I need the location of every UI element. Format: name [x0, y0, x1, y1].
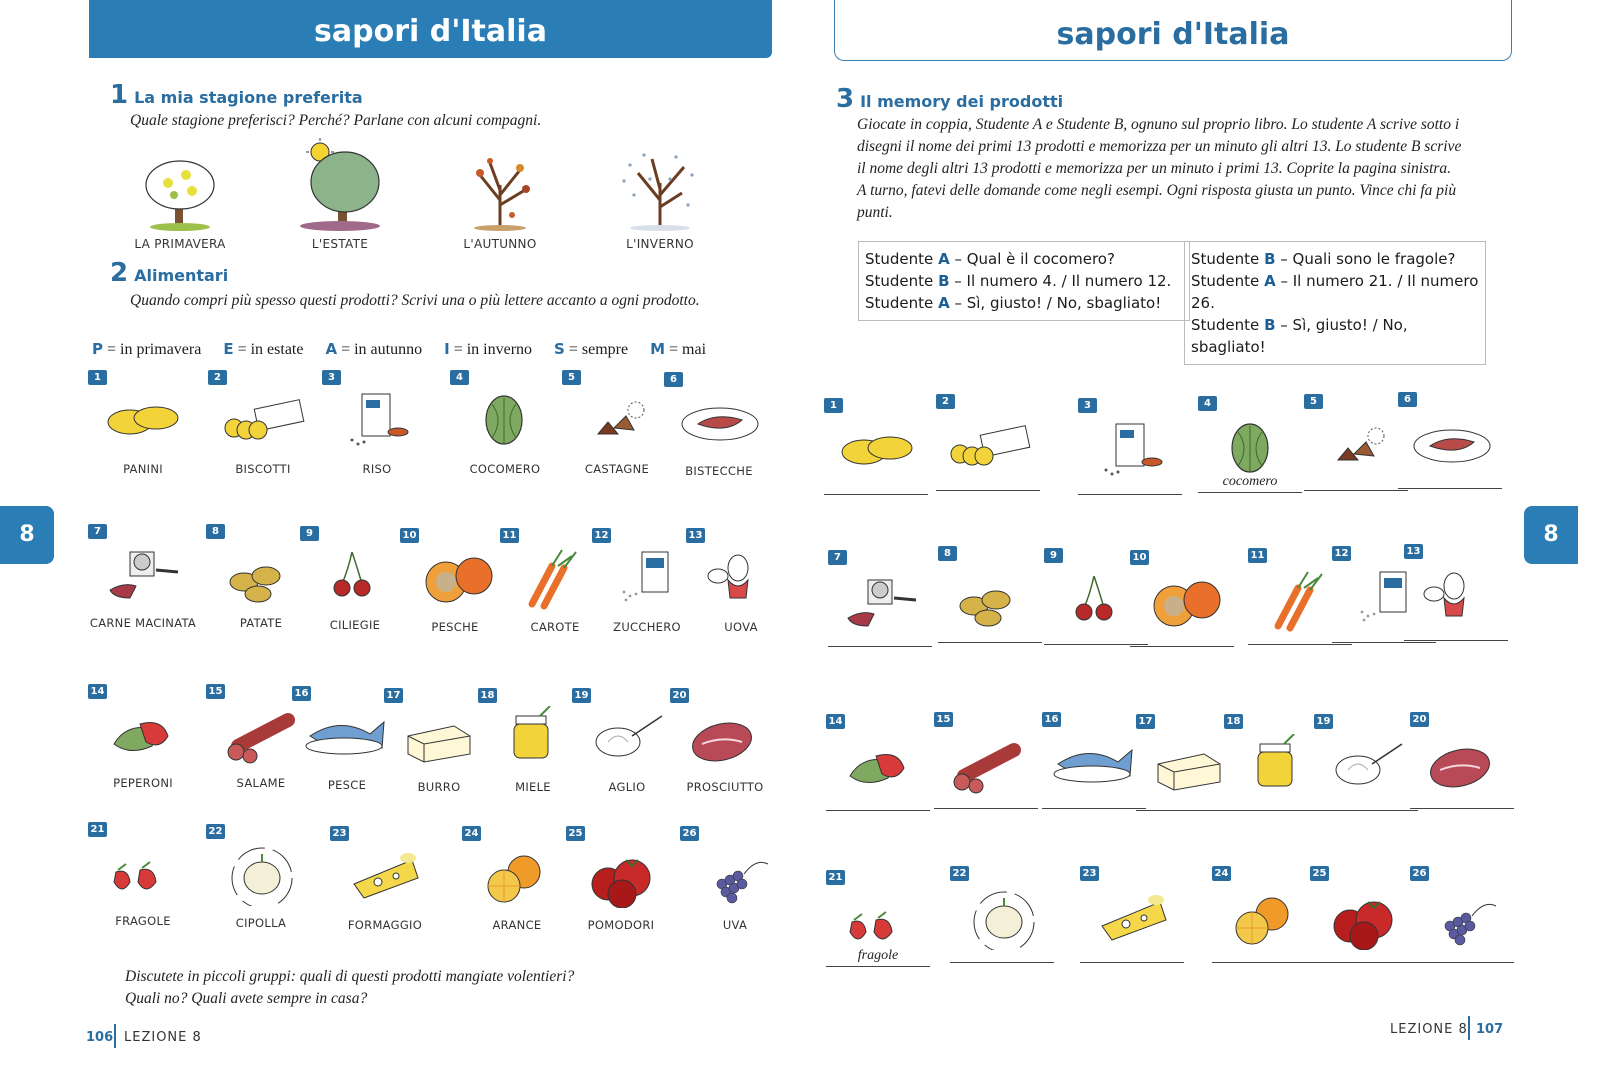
food-item [88, 822, 198, 942]
food-illustration-icon [682, 706, 768, 770]
section-2-title [110, 258, 228, 288]
spring-tree-icon [130, 145, 230, 233]
section-3-instruction: Giocate in coppia, Studente A e Studente B, ognuno sul proprio libro. Lo studente A scrive sotto i disegni il nome dei primi 13 prodotti e memorizza per un minuto gli altri 13. Lo studente B scrive il nome degli altri 13 prodotti e memorizza per un minuto i primi 13. Coprite la pagina sinistra. A turno, fatevi delle domande come negli esempi. Ogni risposta giusta un punto. Vince chi fa più punti. [857, 116, 1462, 221]
autumn-tree-icon [450, 145, 550, 233]
food-illustration-icon [838, 570, 924, 634]
answer-line[interactable] [1130, 646, 1234, 647]
answer-line[interactable] [1080, 962, 1184, 963]
item-number-badge: 9 [1044, 548, 1063, 563]
memory-item [1404, 544, 1508, 654]
item-number-badge: 8 [938, 546, 957, 561]
food-illustration-icon [1324, 734, 1410, 798]
food-label: CASTAGNE [584, 462, 650, 476]
food-illustration-icon [944, 732, 1030, 796]
item-number-badge: 22 [206, 824, 225, 839]
food-illustration-icon [334, 388, 420, 452]
summer-tree-icon [290, 138, 390, 233]
footer-divider [1468, 1016, 1470, 1040]
item-number-badge: 5 [1304, 394, 1323, 409]
item-number-badge: 24 [1212, 866, 1231, 881]
food-item [206, 824, 316, 944]
food-illustration-icon [836, 734, 922, 798]
food-label: SALAME [236, 776, 286, 790]
season-label: L'AUTUNNO [463, 237, 537, 251]
item-number-badge: 19 [572, 688, 591, 703]
food-label: UOVA [724, 620, 758, 634]
item-number-badge: 21 [88, 822, 107, 837]
food-illustration-icon [1208, 416, 1294, 480]
legend-item: A = in autunno [325, 340, 423, 358]
dialog-line: Studente A – Sì, giusto! / No, sbagliato! [865, 294, 1162, 312]
food-illustration-icon [512, 546, 598, 610]
answer-line[interactable] [1198, 492, 1302, 493]
food-label: AGLIO [608, 780, 646, 794]
left-page [0, 0, 798, 1080]
answer-line[interactable] [1042, 808, 1146, 809]
item-number-badge: 3 [322, 370, 341, 385]
food-label: CIPOLLA [235, 916, 287, 930]
legend-item: I = in inverno [444, 340, 533, 358]
food-illustration-icon [578, 844, 664, 908]
item-number-badge: 25 [1310, 866, 1329, 881]
item-number-badge: 23 [1080, 866, 1099, 881]
season-autumn [430, 145, 570, 251]
food-label: FRAGOLE [115, 914, 171, 928]
food-illustration-icon [948, 566, 1034, 630]
food-item [88, 684, 198, 804]
dialog-example-b [1184, 241, 1486, 365]
answer-line[interactable] [1404, 640, 1508, 641]
food-illustration-icon [574, 388, 660, 452]
section-label: Alimentari [134, 266, 229, 285]
food-label: CILIEGIE [329, 618, 381, 632]
item-number-badge: 12 [1332, 546, 1351, 561]
food-item [462, 826, 572, 946]
memory-item [824, 398, 928, 508]
food-label: PANINI [123, 462, 163, 476]
item-number-badge: 20 [1410, 712, 1429, 727]
item-number-badge: 22 [950, 866, 969, 881]
item-number-badge: 7 [88, 524, 107, 539]
section-1-title [110, 80, 363, 110]
section-2-instruction: Quando compri più spesso questi prodotti? Scrivi una o più lettere accanto a ogni prodotto. [130, 292, 700, 309]
answer-line[interactable] [938, 642, 1042, 643]
legend-item: M = mai [650, 340, 707, 358]
footer-lesson: LEZIONE 8 [124, 1030, 202, 1045]
answer-line[interactable] [950, 962, 1054, 963]
food-illustration-icon [312, 544, 398, 608]
memory-item [934, 712, 1038, 822]
item-number-badge: 15 [934, 712, 953, 727]
memory-item [828, 550, 932, 660]
dialog-line: Studente A – Il numero 21. / Il numero 26. [1191, 272, 1479, 312]
food-item [664, 372, 774, 492]
item-number-badge: 19 [1314, 714, 1333, 729]
food-label: PATATE [239, 616, 283, 630]
food-item [670, 688, 780, 808]
food-label: PESCHE [431, 620, 479, 634]
winter-tree-icon [610, 145, 710, 233]
item-number-badge: 15 [206, 684, 225, 699]
right-page [800, 0, 1597, 1080]
answer-text: cocomero [1222, 474, 1278, 489]
item-number-badge: 2 [936, 394, 955, 409]
item-number-badge: 17 [384, 688, 403, 703]
food-illustration-icon [1234, 734, 1320, 798]
item-number-badge: 16 [1042, 712, 1061, 727]
food-item [566, 826, 676, 946]
answer-line[interactable] [1314, 810, 1418, 811]
item-number-badge: 26 [680, 826, 699, 841]
food-illustration-icon [342, 844, 428, 908]
memory-item [1198, 396, 1302, 506]
memory-item [826, 870, 930, 980]
memory-item [1398, 392, 1502, 502]
season-spring [110, 145, 250, 251]
food-illustration-icon [960, 886, 1046, 950]
item-number-badge: 11 [1248, 548, 1267, 563]
answer-line[interactable] [826, 810, 930, 811]
item-number-badge: 4 [450, 370, 469, 385]
dialog-example-a [858, 241, 1190, 321]
discussion-line-2: Quali no? Quali avete sempre in casa? [125, 990, 368, 1007]
lesson-tab: 8 [0, 506, 54, 564]
food-illustration-icon [584, 706, 670, 770]
season-label: LA PRIMAVERA [134, 237, 226, 251]
memory-item [1130, 550, 1234, 660]
food-label: FORMAGGIO [347, 918, 423, 932]
page-header: sapori d'Italia [834, 0, 1512, 61]
memory-item [938, 546, 1042, 656]
item-number-badge: 6 [664, 372, 683, 387]
food-illustration-icon [698, 546, 784, 610]
item-number-badge: 18 [1224, 714, 1243, 729]
food-label: ARANCE [492, 918, 542, 932]
food-label: RISO [362, 462, 392, 476]
food-item [680, 826, 790, 946]
item-number-badge: 4 [1198, 396, 1217, 411]
food-item [88, 524, 198, 644]
memory-item [1410, 712, 1514, 822]
answer-line[interactable] [936, 490, 1040, 491]
food-illustration-icon [1088, 418, 1174, 482]
food-illustration-icon [220, 388, 306, 452]
item-number-badge: 13 [686, 528, 705, 543]
food-illustration-icon [834, 418, 920, 482]
page-number: 106 [86, 1030, 114, 1045]
legend-item: E = in estate [223, 340, 304, 358]
answer-line[interactable] [828, 646, 932, 647]
answer-line[interactable] [1304, 490, 1408, 491]
section-number: 2 [110, 258, 129, 288]
memory-item [1314, 714, 1418, 824]
food-illustration-icon [100, 840, 186, 904]
item-number-badge: 16 [292, 686, 311, 701]
food-illustration-icon [1420, 732, 1506, 796]
food-label: POMODORI [587, 918, 655, 932]
food-label: PESCE [327, 778, 367, 792]
food-illustration-icon [692, 844, 778, 908]
food-illustration-icon [1140, 570, 1226, 634]
food-label: MIELE [515, 780, 551, 794]
memory-item [1304, 394, 1408, 504]
dialog-line: Studente B – Sì, giusto! / No, sbagliato! [1191, 316, 1408, 356]
food-illustration-icon [946, 414, 1032, 478]
food-illustration-icon [100, 702, 186, 766]
item-number-badge: 3 [1078, 398, 1097, 413]
memory-item [1310, 866, 1414, 976]
season-winter [590, 145, 730, 251]
item-number-badge: 14 [88, 684, 107, 699]
memory-item [1224, 714, 1328, 824]
food-illustration-icon [100, 388, 186, 452]
food-illustration-icon [218, 842, 304, 906]
food-illustration-icon [1222, 886, 1308, 950]
item-number-badge: 5 [562, 370, 581, 385]
answer-line[interactable] [1398, 488, 1502, 489]
item-number-badge: 24 [462, 826, 481, 841]
answer-line[interactable] [1410, 962, 1514, 963]
section-label: Il memory dei prodotti [860, 92, 1064, 111]
food-illustration-icon [604, 546, 690, 610]
dialog-line: Studente B – Quali sono le fragole? [1191, 250, 1456, 268]
section-3-title [836, 84, 1063, 114]
item-number-badge: 8 [206, 524, 225, 539]
food-illustration-icon [462, 388, 548, 452]
food-item [686, 528, 796, 648]
memory-item [950, 866, 1054, 976]
food-label: UVA [722, 918, 748, 932]
item-number-badge: 20 [670, 688, 689, 703]
food-illustration-icon [1090, 886, 1176, 950]
food-illustration-icon [396, 706, 482, 770]
memory-item [826, 714, 930, 824]
item-number-badge: 6 [1398, 392, 1417, 407]
footer-lesson: LEZIONE 8 [1390, 1022, 1468, 1037]
food-item [88, 370, 198, 490]
food-illustration-icon [1314, 414, 1400, 478]
season-label: L'INVERNO [626, 237, 694, 251]
page-number: 107 [1476, 1022, 1504, 1037]
item-number-badge: 12 [592, 528, 611, 543]
memory-item [936, 394, 1040, 504]
legend-item: S = sempre [554, 340, 629, 358]
food-label: ZUCCHERO [613, 620, 681, 634]
section-label: La mia stagione preferita [134, 88, 363, 107]
item-number-badge: 10 [1130, 550, 1149, 565]
season-summer [270, 138, 410, 251]
food-illustration-icon [304, 704, 390, 768]
food-illustration-icon [490, 706, 576, 770]
food-illustration-icon [100, 542, 186, 606]
food-illustration-icon [218, 542, 304, 606]
section-number: 1 [110, 80, 129, 110]
item-number-badge: 18 [478, 688, 497, 703]
food-illustration-icon [1320, 886, 1406, 950]
item-number-badge: 7 [828, 550, 847, 565]
answer-line[interactable] [1224, 810, 1328, 811]
item-number-badge: 23 [330, 826, 349, 841]
item-number-badge: 1 [824, 398, 843, 413]
dialog-line: Studente A – Qual è il cocomero? [865, 250, 1115, 268]
season-label: L'ESTATE [311, 237, 369, 251]
answer-line[interactable] [1410, 808, 1514, 809]
food-label: BURRO [417, 780, 461, 794]
food-item [208, 370, 318, 490]
food-illustration-icon [474, 844, 560, 908]
memory-item [1212, 866, 1316, 976]
memory-item [1042, 712, 1146, 822]
food-label: COCOMERO [469, 462, 541, 476]
food-illustration-icon [1420, 886, 1506, 950]
section-1-instruction: Quale stagione preferisci? Perché? Parlane con alcuni compagni. [130, 112, 542, 129]
food-illustration-icon [676, 390, 762, 454]
item-number-badge: 21 [826, 870, 845, 885]
answer-text: fragole [857, 948, 899, 963]
food-label: PROSCIUTTO [686, 780, 764, 794]
food-illustration-icon [1052, 732, 1138, 796]
footer-divider [114, 1024, 116, 1048]
discussion-line-1: Discutete in piccoli gruppi: quali di questi prodotti mangiate volentieri? [125, 968, 575, 985]
answer-line[interactable] [1078, 494, 1182, 495]
food-illustration-icon [1414, 564, 1500, 628]
answer-line[interactable] [824, 494, 928, 495]
food-illustration-icon [1408, 412, 1494, 476]
item-number-badge: 11 [500, 528, 519, 543]
food-illustration-icon [1054, 568, 1140, 632]
item-number-badge: 26 [1410, 866, 1429, 881]
page-header: sapori d'Italia [89, 0, 772, 58]
answer-line[interactable] [1212, 962, 1316, 963]
food-label: PEPERONI [113, 776, 173, 790]
answer-line[interactable] [1310, 962, 1414, 963]
food-label: CARNE MACINATA [89, 616, 197, 630]
food-illustration-icon [1146, 734, 1232, 798]
answer-line[interactable] [934, 808, 1038, 809]
food-label: CAROTE [530, 620, 580, 634]
item-number-badge: 25 [566, 826, 585, 841]
dialog-line: Studente B – Il numero 4. / Il numero 12. [865, 272, 1172, 290]
food-item [450, 370, 560, 490]
food-item [330, 826, 440, 946]
item-number-badge: 10 [400, 528, 419, 543]
food-label: BISTECCHE [685, 464, 753, 478]
memory-item [1080, 866, 1184, 976]
item-number-badge: 2 [208, 370, 227, 385]
item-number-badge: 1 [88, 370, 107, 385]
item-number-badge: 13 [1404, 544, 1423, 559]
food-label: BISCOTTI [235, 462, 291, 476]
season-legend [92, 340, 706, 359]
memory-item [1410, 866, 1514, 976]
legend-item: P = in primavera [92, 340, 202, 358]
food-illustration-icon [836, 890, 922, 954]
food-illustration-icon [412, 546, 498, 610]
section-number: 3 [836, 84, 855, 114]
item-number-badge: 9 [300, 526, 319, 541]
memory-item [1078, 398, 1182, 508]
item-number-badge: 14 [826, 714, 845, 729]
item-number-badge: 17 [1136, 714, 1155, 729]
lesson-tab: 8 [1524, 506, 1578, 564]
food-item [322, 370, 432, 490]
answer-line[interactable] [826, 966, 930, 967]
